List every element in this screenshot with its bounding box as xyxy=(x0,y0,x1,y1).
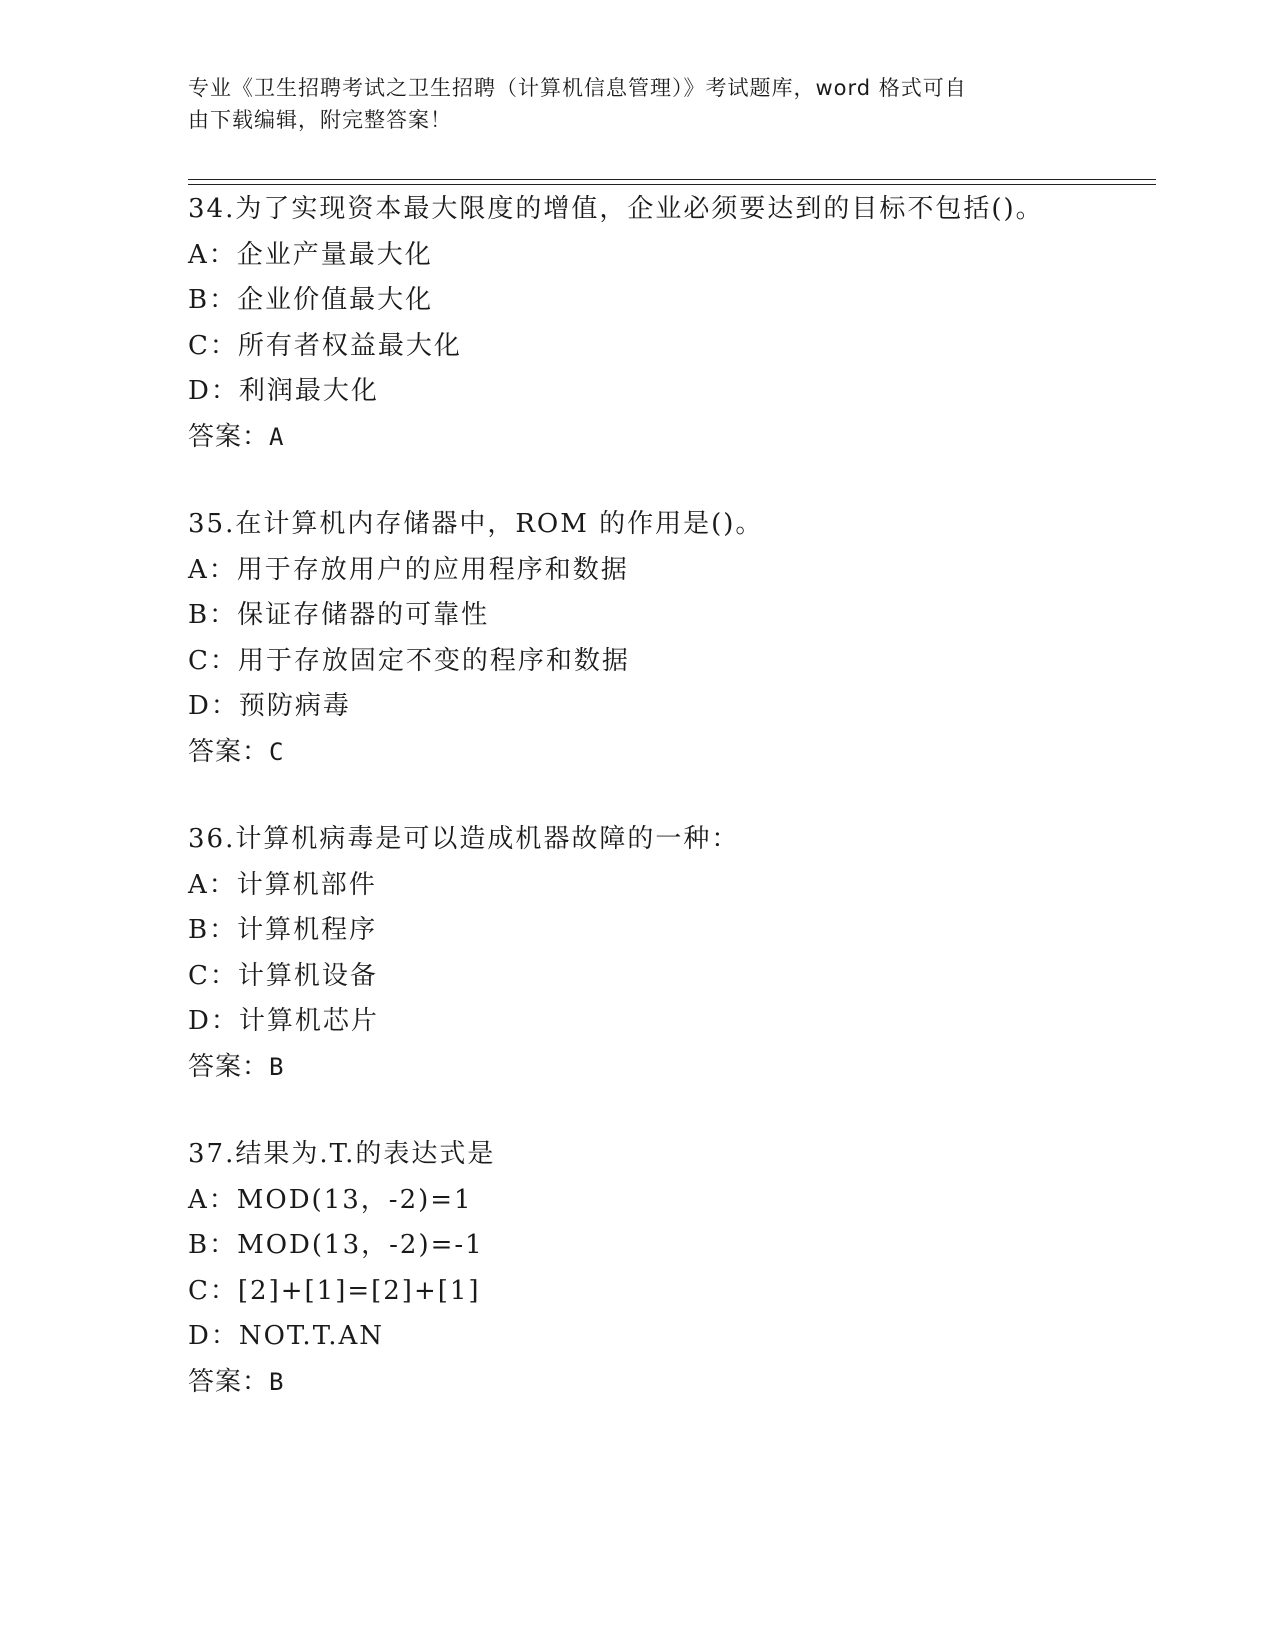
answer-line xyxy=(188,730,1148,776)
option-c: C：用于存放固定不变的程序和数据 xyxy=(188,645,630,676)
answer-line xyxy=(188,1360,1148,1406)
header-line-2: 由下载编辑，附完整答案！ xyxy=(188,108,452,132)
option-c: C：计算机设备 xyxy=(188,960,378,991)
option-d: D：利润最大化 xyxy=(188,376,379,407)
header-divider-top xyxy=(188,179,1156,180)
option-a: A：MOD(13，-2)=1 xyxy=(188,1184,473,1215)
option-a: A：用于存放用户的应用程序和数据 xyxy=(188,554,629,585)
option-a: A：计算机部件 xyxy=(188,869,377,900)
answer-label: 答案： xyxy=(188,1366,270,1397)
answer-label: 答案： xyxy=(188,736,270,767)
answer-label: 答案： xyxy=(188,1051,270,1082)
option-c: C：所有者权益最大化 xyxy=(188,330,462,361)
answer-value: A xyxy=(269,422,285,451)
question-stem: 36.计算机病毒是可以造成机器故障的一种： xyxy=(188,824,740,854)
option-b: B：计算机程序 xyxy=(188,915,378,946)
answer-value: B xyxy=(269,1367,285,1396)
answer-line xyxy=(188,415,1148,461)
answer-label: 答案： xyxy=(188,421,270,452)
question-36 xyxy=(188,817,1148,1091)
answer-value: C xyxy=(269,737,285,766)
question-stem: 34.为了实现资本最大限度的增值，企业必须要达到的目标不包括()。 xyxy=(188,194,1044,224)
question-35 xyxy=(188,502,1148,776)
option-d: D：NOT.T.AN xyxy=(188,1321,385,1352)
answer-line xyxy=(188,1045,1148,1091)
option-d: D：计算机芯片 xyxy=(188,1006,379,1037)
answer-value: B xyxy=(269,1052,285,1081)
option-b: B：保证存储器的可靠性 xyxy=(188,600,490,631)
option-b: B：企业价值最大化 xyxy=(188,285,434,316)
header-divider-bottom xyxy=(188,184,1156,185)
header-line-1: 专业《卫生招聘考试之卫生招聘（计算机信息管理）》考试题库，word 格式可自 xyxy=(188,76,967,100)
option-d: D：预防病毒 xyxy=(188,691,351,722)
option-a: A：企业产量最大化 xyxy=(188,239,433,270)
option-b: B：MOD(13，-2)=-1 xyxy=(188,1230,484,1261)
option-c: C：[2]+[1]=[2]+[1] xyxy=(188,1275,481,1306)
question-34 xyxy=(188,187,1148,461)
question-37 xyxy=(188,1132,1148,1406)
question-stem: 35.在计算机内存储器中，ROM 的作用是()。 xyxy=(188,509,764,539)
document-header xyxy=(188,72,1088,136)
question-stem: 37.结果为.T.的表达式是 xyxy=(188,1139,496,1169)
